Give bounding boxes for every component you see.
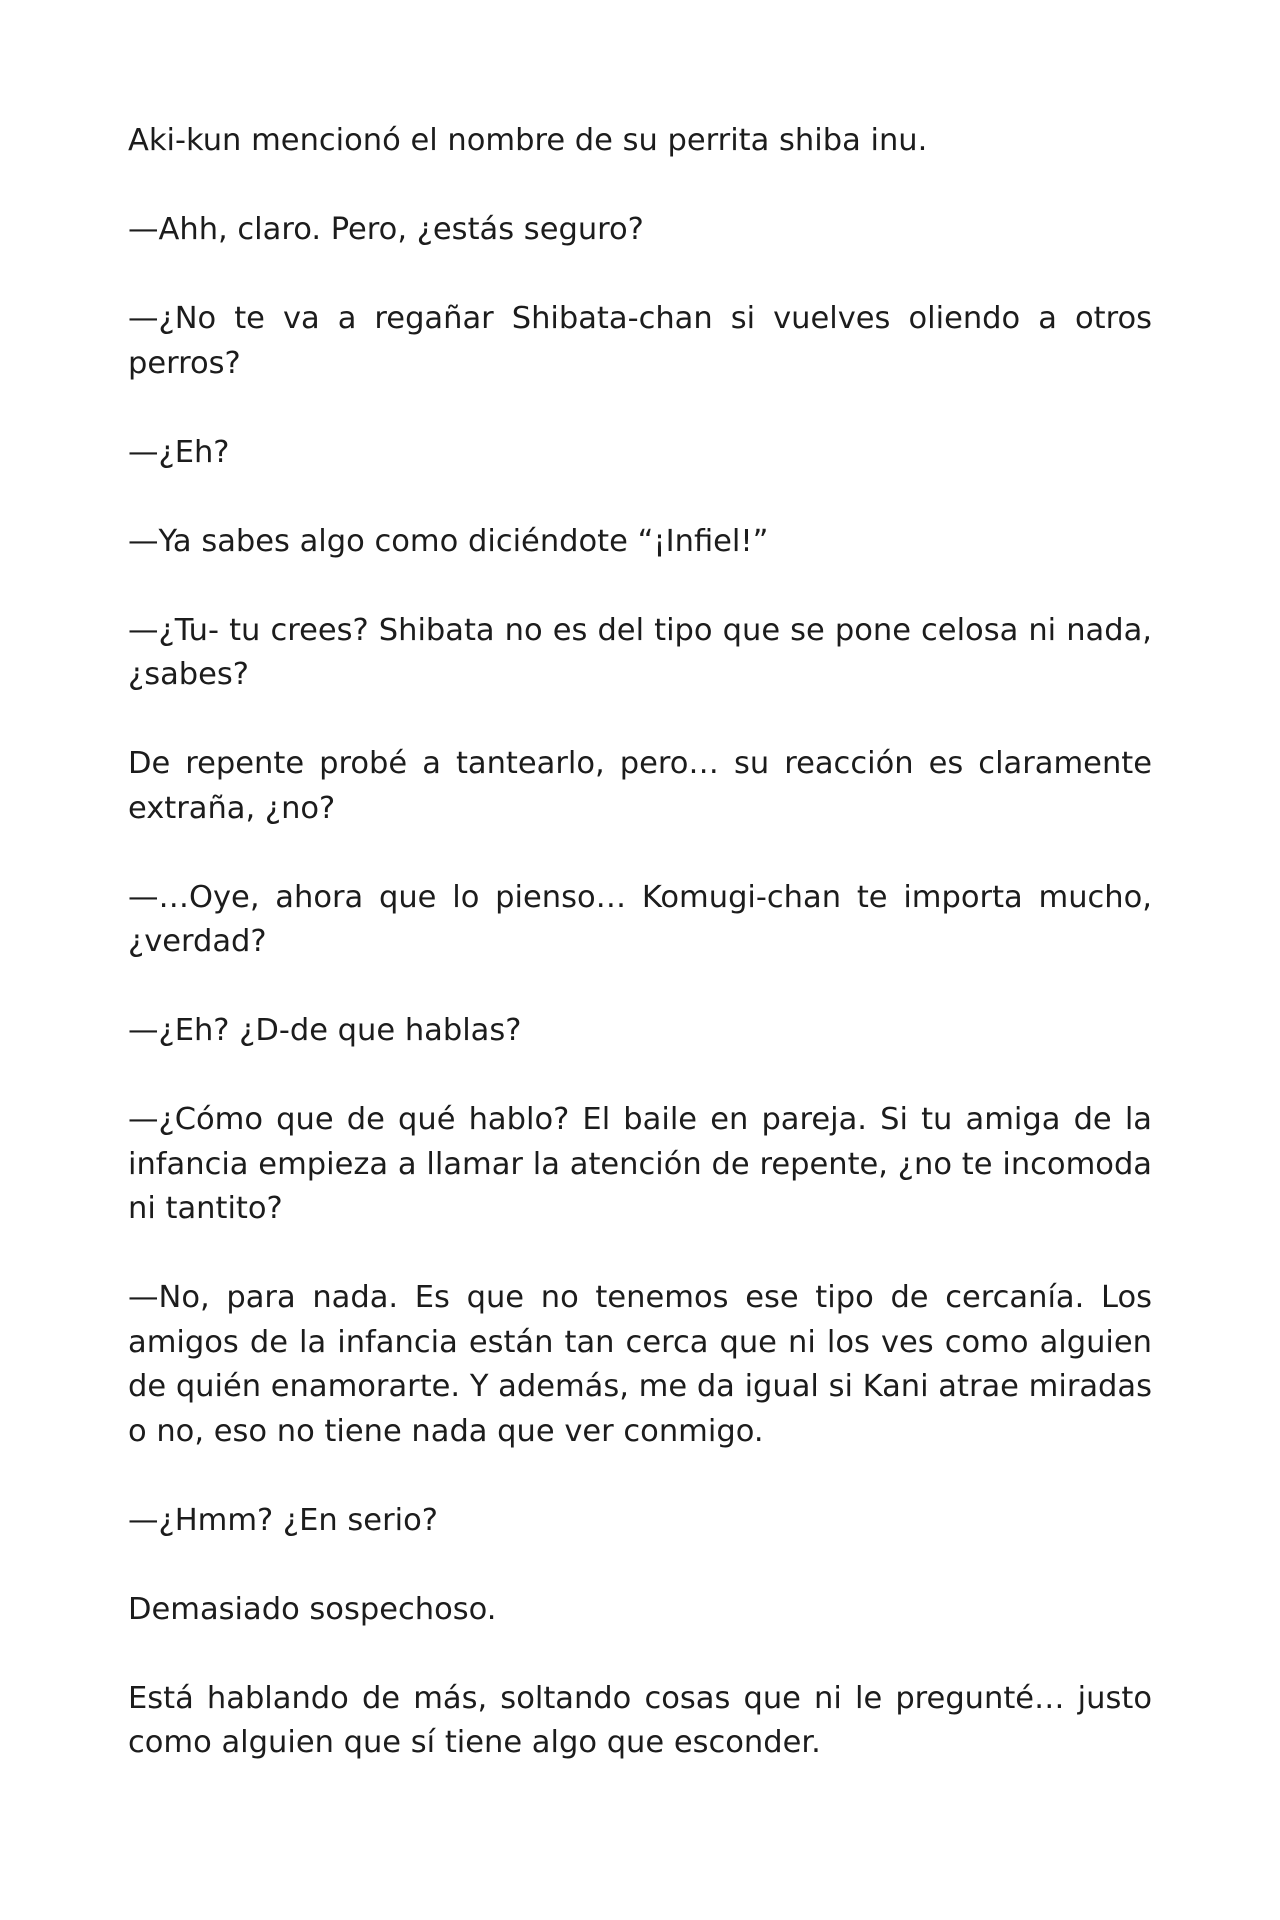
- text-body: [128, 119, 1152, 1766]
- paragraph-narration: Demasiado sospechoso.: [128, 1591, 497, 1627]
- paragraph-narration: Está hablando de más, soltando cosas que ni le pregunté… justo como alguien que sí tiene algo que esconder.: [128, 1680, 1152, 1760]
- paragraph-narration: Aki-kun mencionó el nombre de su perrita shiba inu.: [128, 123, 928, 158]
- paragraph-dialogue: —¿No te va a regañar Shibata-chan si vuelves oliendo a otros perros?: [128, 301, 1152, 381]
- paragraph-dialogue: —¿Tu- tu crees? Shibata no es del tipo que se pone celosa ni nada, ¿sabes?: [128, 612, 1152, 692]
- paragraph-dialogue: —¿Eh?: [128, 434, 230, 470]
- paragraph-dialogue: —Ya sabes algo como diciéndote “¡Infiel!”: [128, 523, 769, 559]
- paragraph-narration: De repente probé a tantearlo, pero… su reacción es claramente extraña, ¿no?: [128, 746, 1152, 826]
- paragraph-dialogue: —¿Hmm? ¿En serio?: [128, 1502, 438, 1538]
- paragraph-dialogue: —…Oye, ahora que lo pienso… Komugi-chan te importa mucho, ¿verdad?: [128, 879, 1152, 959]
- paragraph-dialogue: —Ahh, claro. Pero, ¿estás seguro?: [128, 212, 644, 247]
- paragraph-dialogue: —¿Eh? ¿D-de que hablas?: [128, 1013, 522, 1048]
- paragraph-dialogue: —¿Cómo que de qué hablo? El baile en pareja. Si tu amiga de la infancia empieza a llamar la atención de repente, ¿no te incomoda ni tantito?: [128, 1102, 1152, 1226]
- paragraph-dialogue: —No, para nada. Es que no tenemos ese tipo de cercanía. Los amigos de la infancia están tan cerca que ni los ves como alguien de quién enamorarte. Y además, me da igual si Kani atrae miradas o no, eso no tiene nada que ver conmigo.: [128, 1280, 1152, 1449]
